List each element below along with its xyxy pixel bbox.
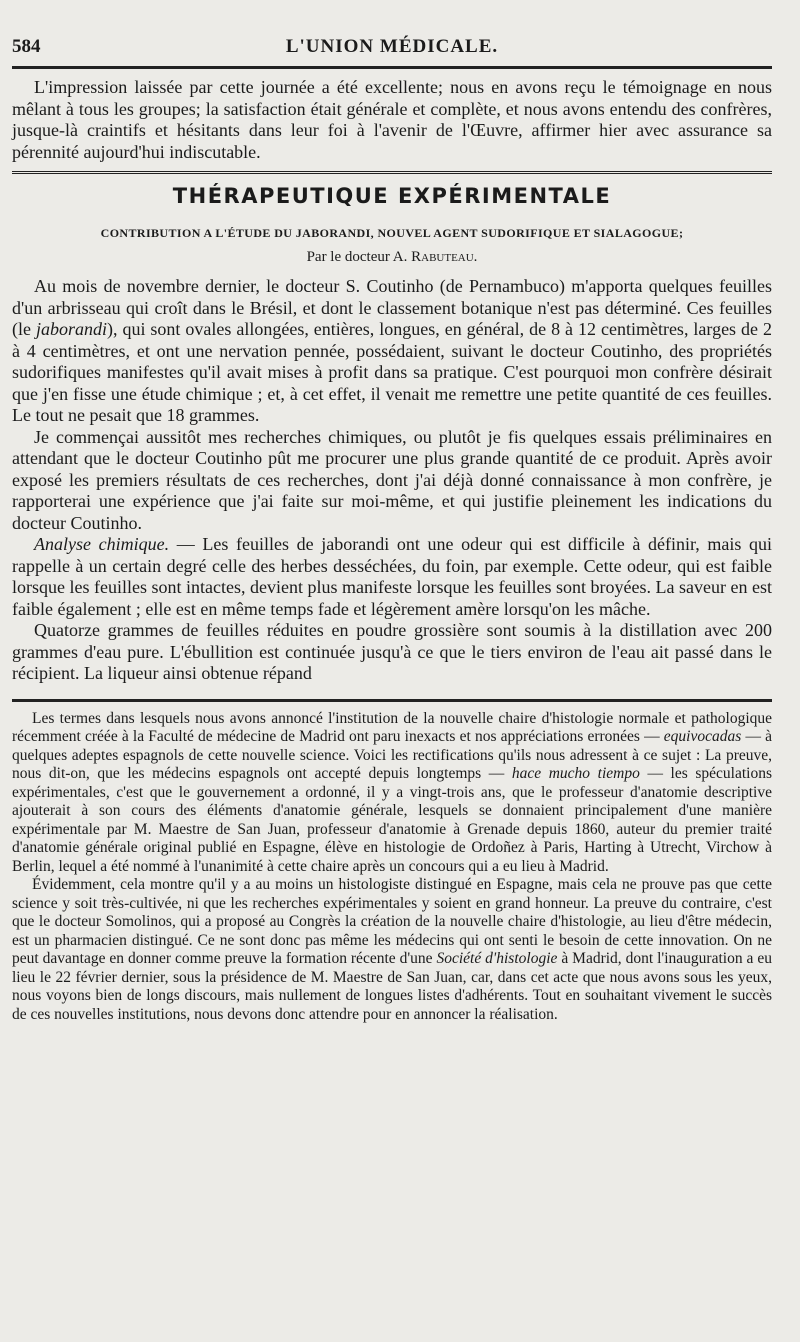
p3-text: — Les feuilles de jaborandi ont une odeur qui est difficile à définir, mais qui rappelle à un certain degré celle des herbes desséchées, du foin, par exemple. Cette odeur, qui est faible lorsque les feuilles sont intactes, devient plus manifeste lorsque les feuilles sont broyées. La saveur en est faible également ; elle est en même temps fade et légèrement amère lorsqu'on les mâche. [12, 534, 772, 619]
n2-term: Société d'histologie [436, 950, 558, 967]
page-header [12, 34, 772, 60]
notes-rule [12, 699, 772, 702]
p1-text-a: Au mois de novembre dernier, le docteur S. Coutinho (de Pernambuco) m'apporta quelques feuilles d'un arbrisseau qui croît dans le Brésil, et dont le classement botanique n'est pas déterminé. Ces feuilles (le [12, 276, 772, 339]
note-paragraph-1 [12, 710, 772, 877]
intro-paragraph: L'impression laissée par cette journée a été excellente; nous en avons reçu le témoignage en nous mêlant à tous les groupes; la satisfaction était générale et complète, et nous avons entendu des confrères, jusque-là craintifs et hésitants dans leur foi à l'avenir de l'Œuvre, affirmer hier avec assurance sa pérennité aujourd'hui indiscutable. [12, 77, 772, 162]
section-title: THÉRAPEUTIQUE EXPÉRIMENTALE [172, 184, 612, 208]
n1-text-b: — à quelques adeptes espagnols de cette nouvelle science. Voici les rectifications qu'ils nous adressent à ce sujet : La preuve, nous dit-on, que les médecins espagnols ont accepté depuis longtemps — [12, 728, 772, 782]
p1-text-b: ), qui sont ovales allongées, entières, longues, en général, de 8 à 12 centimètres, larges de 2 à 4 centimètres, et ont une nervation pennée, possédaient, suivant le docteur Coutinho, des propriétés sudorifiques manifestes qu'il avait mises à profit dans sa pratique. C'est pourquoi mon confrère désirait que j'en fisse une étude chimique ; et, à cet effet, il venait me remettre une petite quantité de ces feuilles. Le tout ne pesait que 18 grammes. [12, 319, 773, 425]
n2-text-a: Évidemment, cela montre qu'il y a au moins un histologiste distingué en Espagne, mais cela ne prouve pas que cette science y soit très-cultivée, ni que les recherches expérimentales y soient en grand honneur. La preuve du contraire, c'est que le docteur Somolinos, qui a proposé au Congrès la création de la nouvelle chaire d'histologie, au lieu d'être médecin, est un pharmacien distingué. Ce ne sont donc pas même les médecins qui ont senti le besoin de cette innovation. On ne peut davantage en donner comme preuve la formation récente d'une [12, 876, 772, 967]
n2-text-b: à Madrid, dont l'inauguration a eu lieu le 22 février dernier, sous la présidence de M. Maestre de San Juan, car, dans cet acte que nous avons sous les yeux, nous voyons bien de longs discours, mais nullement de longues listes d'adhérents. Tout en souhaitant vivement le succès de ces nouvelles institutions, nous devons donc attendre pour en annoncer la réalisation. [12, 950, 772, 1023]
byline-prefix: Par le docteur A. [306, 249, 408, 265]
page-number: 584 [12, 36, 41, 57]
article-title: CONTRIBUTION A L'ÉTUDE DU JABORANDI, NOUVEL AGENT SUDORIFIQUE ET SIALAGOGUE; [100, 226, 684, 240]
n1-text-a: Les termes dans lesquels nous avons annoncé l'institution de la nouvelle chaire d'histologie normale et pathologique récemment créée à la Faculté de médecine de Madrid ont paru inexacts et nos appréciations erronées — [12, 709, 772, 745]
header-rule [12, 66, 772, 69]
n1-term-1: equivocadas [663, 728, 742, 745]
article-paragraph-4: Quatorze grammes de feuilles réduites en poudre grossière sont soumis à la distillation avec 200 grammes d'eau pure. L'ébullition est continuée jusqu'à ce que le tiers environ de l'eau ait passé dans le récipient. La liqueur ainsi obtenue répand [12, 620, 772, 683]
article-paragraph-2: Je commençai aussitôt mes recherches chimiques, ou plutôt je fis quelques essais préliminaires en attendant que le docteur Coutinho pût me procurer une plus grande quantité de ce produit. Après avoir exposé les premiers résultats de ces recherches, dont j'ai déjà donné connaissance à mon confrère, je rapporterai une expérience que j'ai faite sur moi-même, et qui justifie pleinement les indications du docteur Coutinho. [12, 426, 772, 533]
n1-text-c: — les spéculations expérimentales, c'est que le gouvernement a ordonné, il y a vingt-trois ans, que le professeur d'anatomie descriptive ajouterait à son cours des éléments d'anatomie générale, lesquels se donnaient principalement d'une manière expérimentale par M. Maestre de San Juan, professeur d'anatomie à Grenade depuis 1860, auteur du premier traité d'anatomie générale original publié en Espagne, élève en histologie de Ordoñez à Paris, Harting à Utrecht, Virchow à Berlin, lequel a été nommé à l'unanimité à cette chaire après un concours qui a eu lieu à Madrid. [12, 765, 772, 875]
byline [12, 249, 772, 266]
p1-term: jaborandi [35, 319, 107, 339]
notes-section [12, 710, 772, 1025]
n1-term-2: hace mucho tiempo [511, 765, 640, 782]
byline-author: Rabuteau. [411, 249, 478, 265]
note-paragraph-2 [12, 876, 772, 1024]
main-text [12, 77, 772, 685]
running-title: L'UNION MÉDICALE. [285, 36, 499, 57]
article-paragraph-3 [12, 534, 772, 620]
section-divider [12, 171, 772, 174]
p3-heading: Analyse chimique. [34, 534, 170, 554]
article-paragraph-1 [12, 276, 772, 427]
